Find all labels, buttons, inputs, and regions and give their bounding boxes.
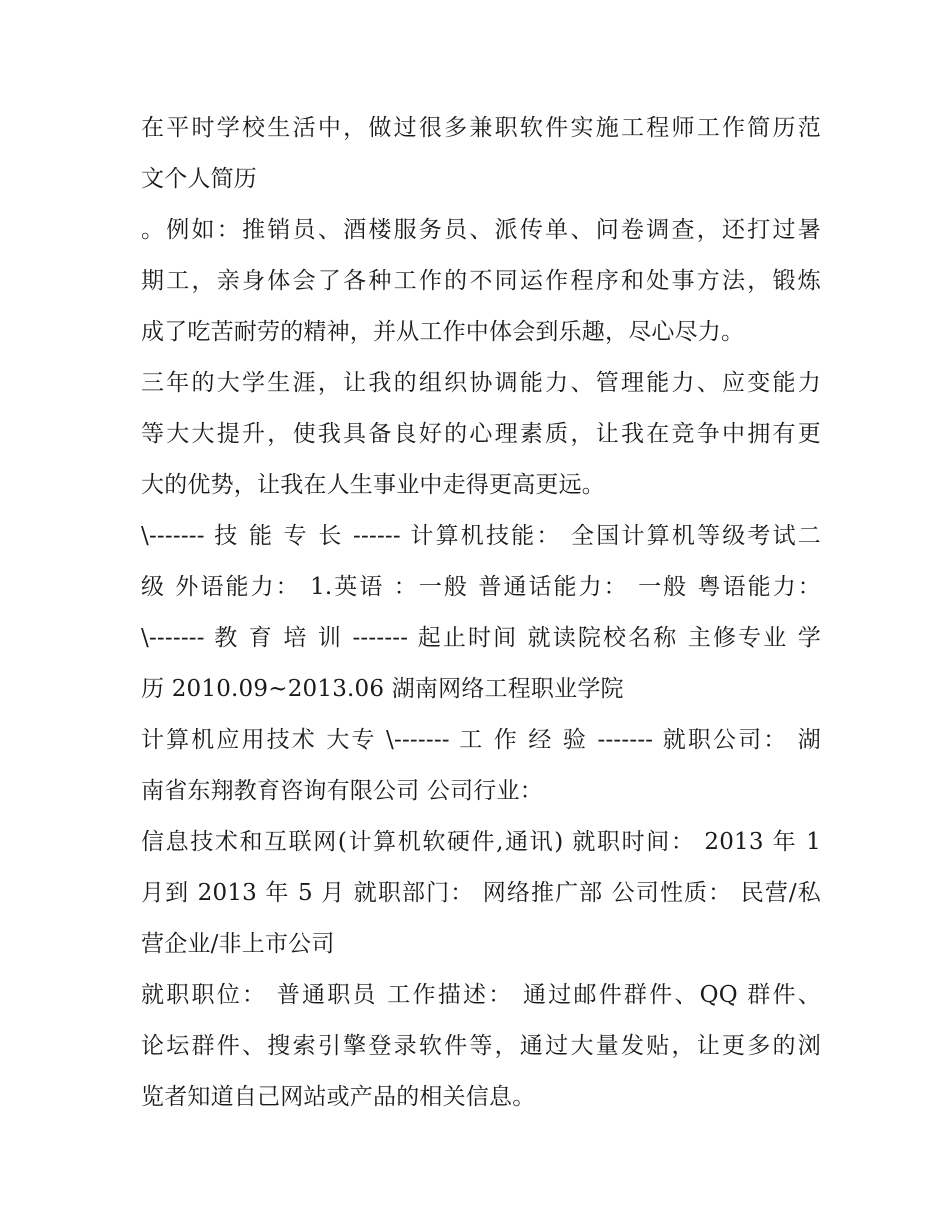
text-line: \------- 教 育 培 训 ------- 起止时间 就读院校名称 主修专业 学 xyxy=(141,625,821,651)
text-line: 三年的大学生涯，让我的组织协调能力、管理能力、应变能力 xyxy=(141,370,821,396)
text-line: 论坛群件、搜索引擎登录软件等，通过大量发贴，让更多的浏 xyxy=(141,1033,821,1059)
text-line: 期工，亲身体会了各种工作的不同运作程序和处事方法，锻炼 xyxy=(141,268,821,294)
text-line: 级 外语能力： 1.英语 ：一般 普通话能力： 一般 粤语能力： xyxy=(141,574,821,600)
text-line: 成了吃苦耐劳的精神，并从工作中体会到乐趣，尽心尽力。 xyxy=(141,319,745,345)
text-line: 。例如：推销员、酒楼服务员、派传单、问卷调查，还打过暑 xyxy=(141,217,821,243)
text-line: 大的优势，让我在人生事业中走得更高更远。 xyxy=(141,472,605,498)
text-line: 文个人简历 xyxy=(141,166,257,192)
document-body xyxy=(141,103,821,1123)
text-line: 等大大提升，使我具备良好的心理素质，让我在竞争中拥有更 xyxy=(141,421,821,447)
text-line: 就职职位： 普通职员 工作描述： 通过邮件群件、QQ 群件、 xyxy=(141,982,821,1008)
text-line: 在平时学校生活中，做过很多兼职软件实施工程师工作简历范 xyxy=(141,115,821,141)
text-line: 南省东翔教育咨询有限公司 公司行业： xyxy=(141,778,543,804)
text-line: \------- 技 能 专 长 ------ 计算机技能： 全国计算机等级考试二 xyxy=(141,523,821,549)
text-line: 计算机应用技术 大专 \------- 工 作 经 验 ------- 就职公司： 湖 xyxy=(141,727,821,753)
text-line: 信息技术和互联网(计算机软硬件,通讯) 就职时间： 2013 年 1 xyxy=(141,829,821,855)
text-line: 历 2010.09~2013.06 湖南网络工程职业学院 xyxy=(141,676,624,702)
text-line: 月到 2013 年 5 月 就职部门： 网络推广部 公司性质： 民营/私 xyxy=(141,880,821,906)
text-line: 营企业/非上市公司 xyxy=(141,931,335,957)
text-line: 览者知道自己网站或产品的相关信息。 xyxy=(141,1084,536,1110)
